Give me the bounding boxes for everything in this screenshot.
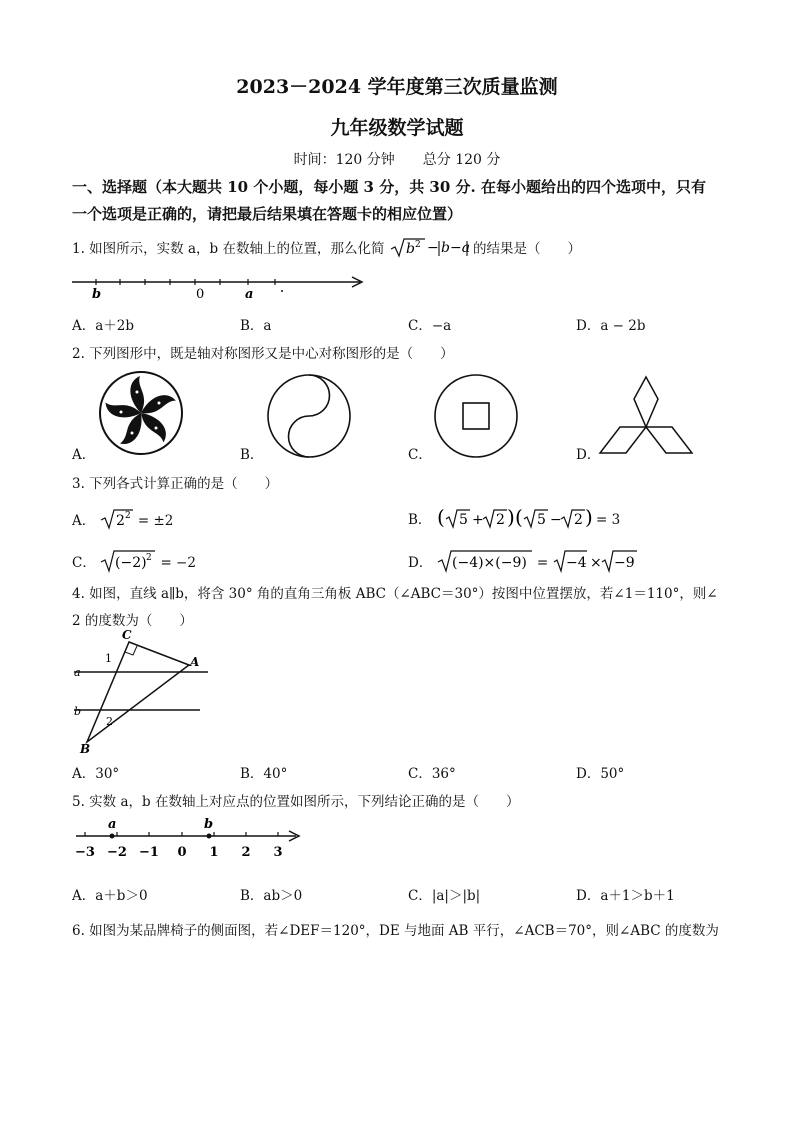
svg-text:−9: −9 (613, 555, 635, 571)
q1-axis-label-b: b (92, 287, 102, 302)
q5-label-b: b (204, 817, 214, 832)
q4-label-B: B (80, 742, 91, 756)
svg-text:5: 5 (458, 512, 468, 528)
exam-meta: 时间：120 分钟 总分 120 分 (293, 152, 501, 168)
q5-tick-label: −1 (139, 845, 159, 860)
q3-option-b-expr: = 3 (596, 512, 621, 528)
svg-text:): ) (584, 505, 593, 529)
svg-text:−: − (549, 512, 562, 528)
q1-option-d: D．a − 2b (576, 318, 646, 334)
svg-text:2: 2 (495, 512, 505, 528)
q2-option-a: A． (72, 447, 96, 463)
q1-axis-label-zero: 0 (196, 287, 205, 302)
q5-option-c: C．|a|＞|b| (408, 888, 481, 904)
svg-text:b−a: b−a (440, 240, 470, 256)
q2-figure-c-coin (433, 373, 521, 461)
q4-stem-line2: 2 的度数为（ ） (72, 613, 193, 629)
svg-text:(: ( (514, 505, 523, 529)
svg-text:5: 5 (536, 512, 546, 528)
q2-figure-d-diamonds (598, 375, 694, 457)
q4-label-b: b (74, 705, 82, 718)
q2-figure-a-pinwheel (98, 370, 186, 458)
svg-text:−: − (426, 240, 439, 256)
q2-figure-b-taiji (266, 373, 354, 461)
svg-text:2: 2 (573, 512, 583, 528)
svg-text:2: 2 (414, 240, 421, 250)
svg-text:+: + (471, 512, 484, 528)
q2-stem: 2. 下列图形中，既是轴对称图形又是中心对称图形的是（ ） (72, 346, 454, 362)
q5-tick-label: 1 (209, 845, 219, 860)
q5-tick-label: −2 (107, 845, 127, 860)
exam-subtitle: 九年级数学试题 (330, 117, 464, 139)
q1-stem (72, 237, 581, 259)
q3-option-d-right-radicals (553, 548, 639, 574)
q5-number-line (72, 816, 304, 864)
q4-label-angle-1: 1 (105, 652, 112, 665)
q3-option-c (72, 548, 196, 574)
q4-option-b: B．40° (240, 766, 288, 782)
q1-option-c: C．−a (408, 318, 452, 334)
svg-text:): ) (506, 505, 515, 529)
svg-text:b: b (405, 241, 415, 257)
q4-option-d: D．50° (576, 766, 625, 782)
q3-option-a-letter: A． (72, 513, 96, 529)
q4-stem-line1: 4. 如图，直线 a∥b，将含 30° 角的直角三角板 ABC（∠ABC＝30°）按图中位置摆放，若∠1＝110°，则∠ (72, 586, 718, 602)
q1-stem-b: 的结果是（ ） (473, 241, 582, 257)
q1-radical-expression (389, 237, 469, 259)
q4-label-a: a (74, 666, 81, 679)
q3-option-d-expr: = (536, 555, 549, 571)
q3-option-b-letter: B． (408, 512, 432, 528)
q4-figure-triangle (72, 628, 212, 758)
q1-option-b: B．a (240, 318, 272, 334)
q1-option-a: A．a＋2b (72, 318, 135, 334)
svg-text:2: 2 (146, 553, 152, 563)
q5-tick-label: 3 (273, 845, 283, 860)
svg-text:(−2): (−2) (115, 555, 147, 571)
q3-option-c-radical (100, 548, 156, 574)
q3-option-b (408, 505, 620, 531)
q5-point-b (207, 834, 212, 839)
q5-point-a (110, 834, 115, 839)
q3-option-d-letter: D． (408, 555, 433, 571)
svg-text:(−4)×(−9): (−4)×(−9) (451, 555, 527, 571)
section-heading-line2: 一个选项是正确的，请把最后结果填在答题卡的相应位置） (72, 205, 463, 223)
q4-triangle (87, 642, 189, 742)
q3-option-a (72, 507, 173, 531)
q5-tick-label: 2 (241, 845, 251, 860)
q2-option-b: B． (240, 447, 264, 463)
q6-stem: 6. 如图为某品牌椅子的侧面图，若∠DEF＝120°，DE 与地面 AB 平行，∠ACB＝70°，则∠ABC 的度数为 (72, 923, 719, 939)
q1-number-line (70, 270, 370, 306)
q3-stem: 3. 下列各式计算正确的是（ ） (72, 476, 279, 492)
q3-option-d (408, 548, 639, 574)
svg-text:(: ( (436, 505, 445, 529)
q4-option-a: A．30° (72, 766, 120, 782)
q5-tick-label: 0 (177, 845, 187, 860)
q4-label-C: C (122, 628, 132, 642)
q3-option-b-product (436, 505, 592, 531)
svg-text:2: 2 (115, 513, 125, 529)
svg-text:−4: −4 (565, 555, 587, 571)
q5-label-a: a (108, 817, 117, 832)
q3-option-c-expr: = −2 (160, 555, 196, 571)
q3-option-a-radical (100, 507, 134, 531)
q4-option-c: C．36° (408, 766, 456, 782)
q3-option-d-left-radical (437, 548, 533, 574)
q5-tick-label: −3 (75, 845, 95, 860)
section-heading-line1: 一、选择题（本大题共 10 个小题，每小题 3 分，共 30 分. 在每小题给出的四个选项中，只有 (72, 178, 706, 196)
exam-title: 2023－2024 学年度第三次质量监测 (236, 76, 558, 98)
svg-text:×: × (589, 555, 602, 571)
q3-option-c-letter: C． (72, 555, 96, 571)
q2-option-c: C． (408, 447, 432, 463)
q5-option-d: D．a＋1＞b＋1 (576, 888, 675, 904)
q5-option-b: B．ab＞0 (240, 888, 303, 904)
q1-stem-a: 1. 如图所示，实数 a，b 在数轴上的位置，那么化简 (72, 241, 385, 257)
q4-label-angle-2: 2 (106, 715, 113, 728)
q4-label-A: A (190, 655, 200, 669)
q5-stem: 5. 实数 a，b 在数轴上对应点的位置如图所示，下列结论正确的是（ ） (72, 794, 520, 810)
q1-axis-label-a: a (245, 287, 254, 302)
q5-option-a: A．a＋b＞0 (72, 888, 148, 904)
svg-text:2: 2 (124, 511, 131, 521)
q2-option-d: D． (576, 447, 601, 463)
q3-option-a-expr: = ±2 (137, 513, 174, 529)
